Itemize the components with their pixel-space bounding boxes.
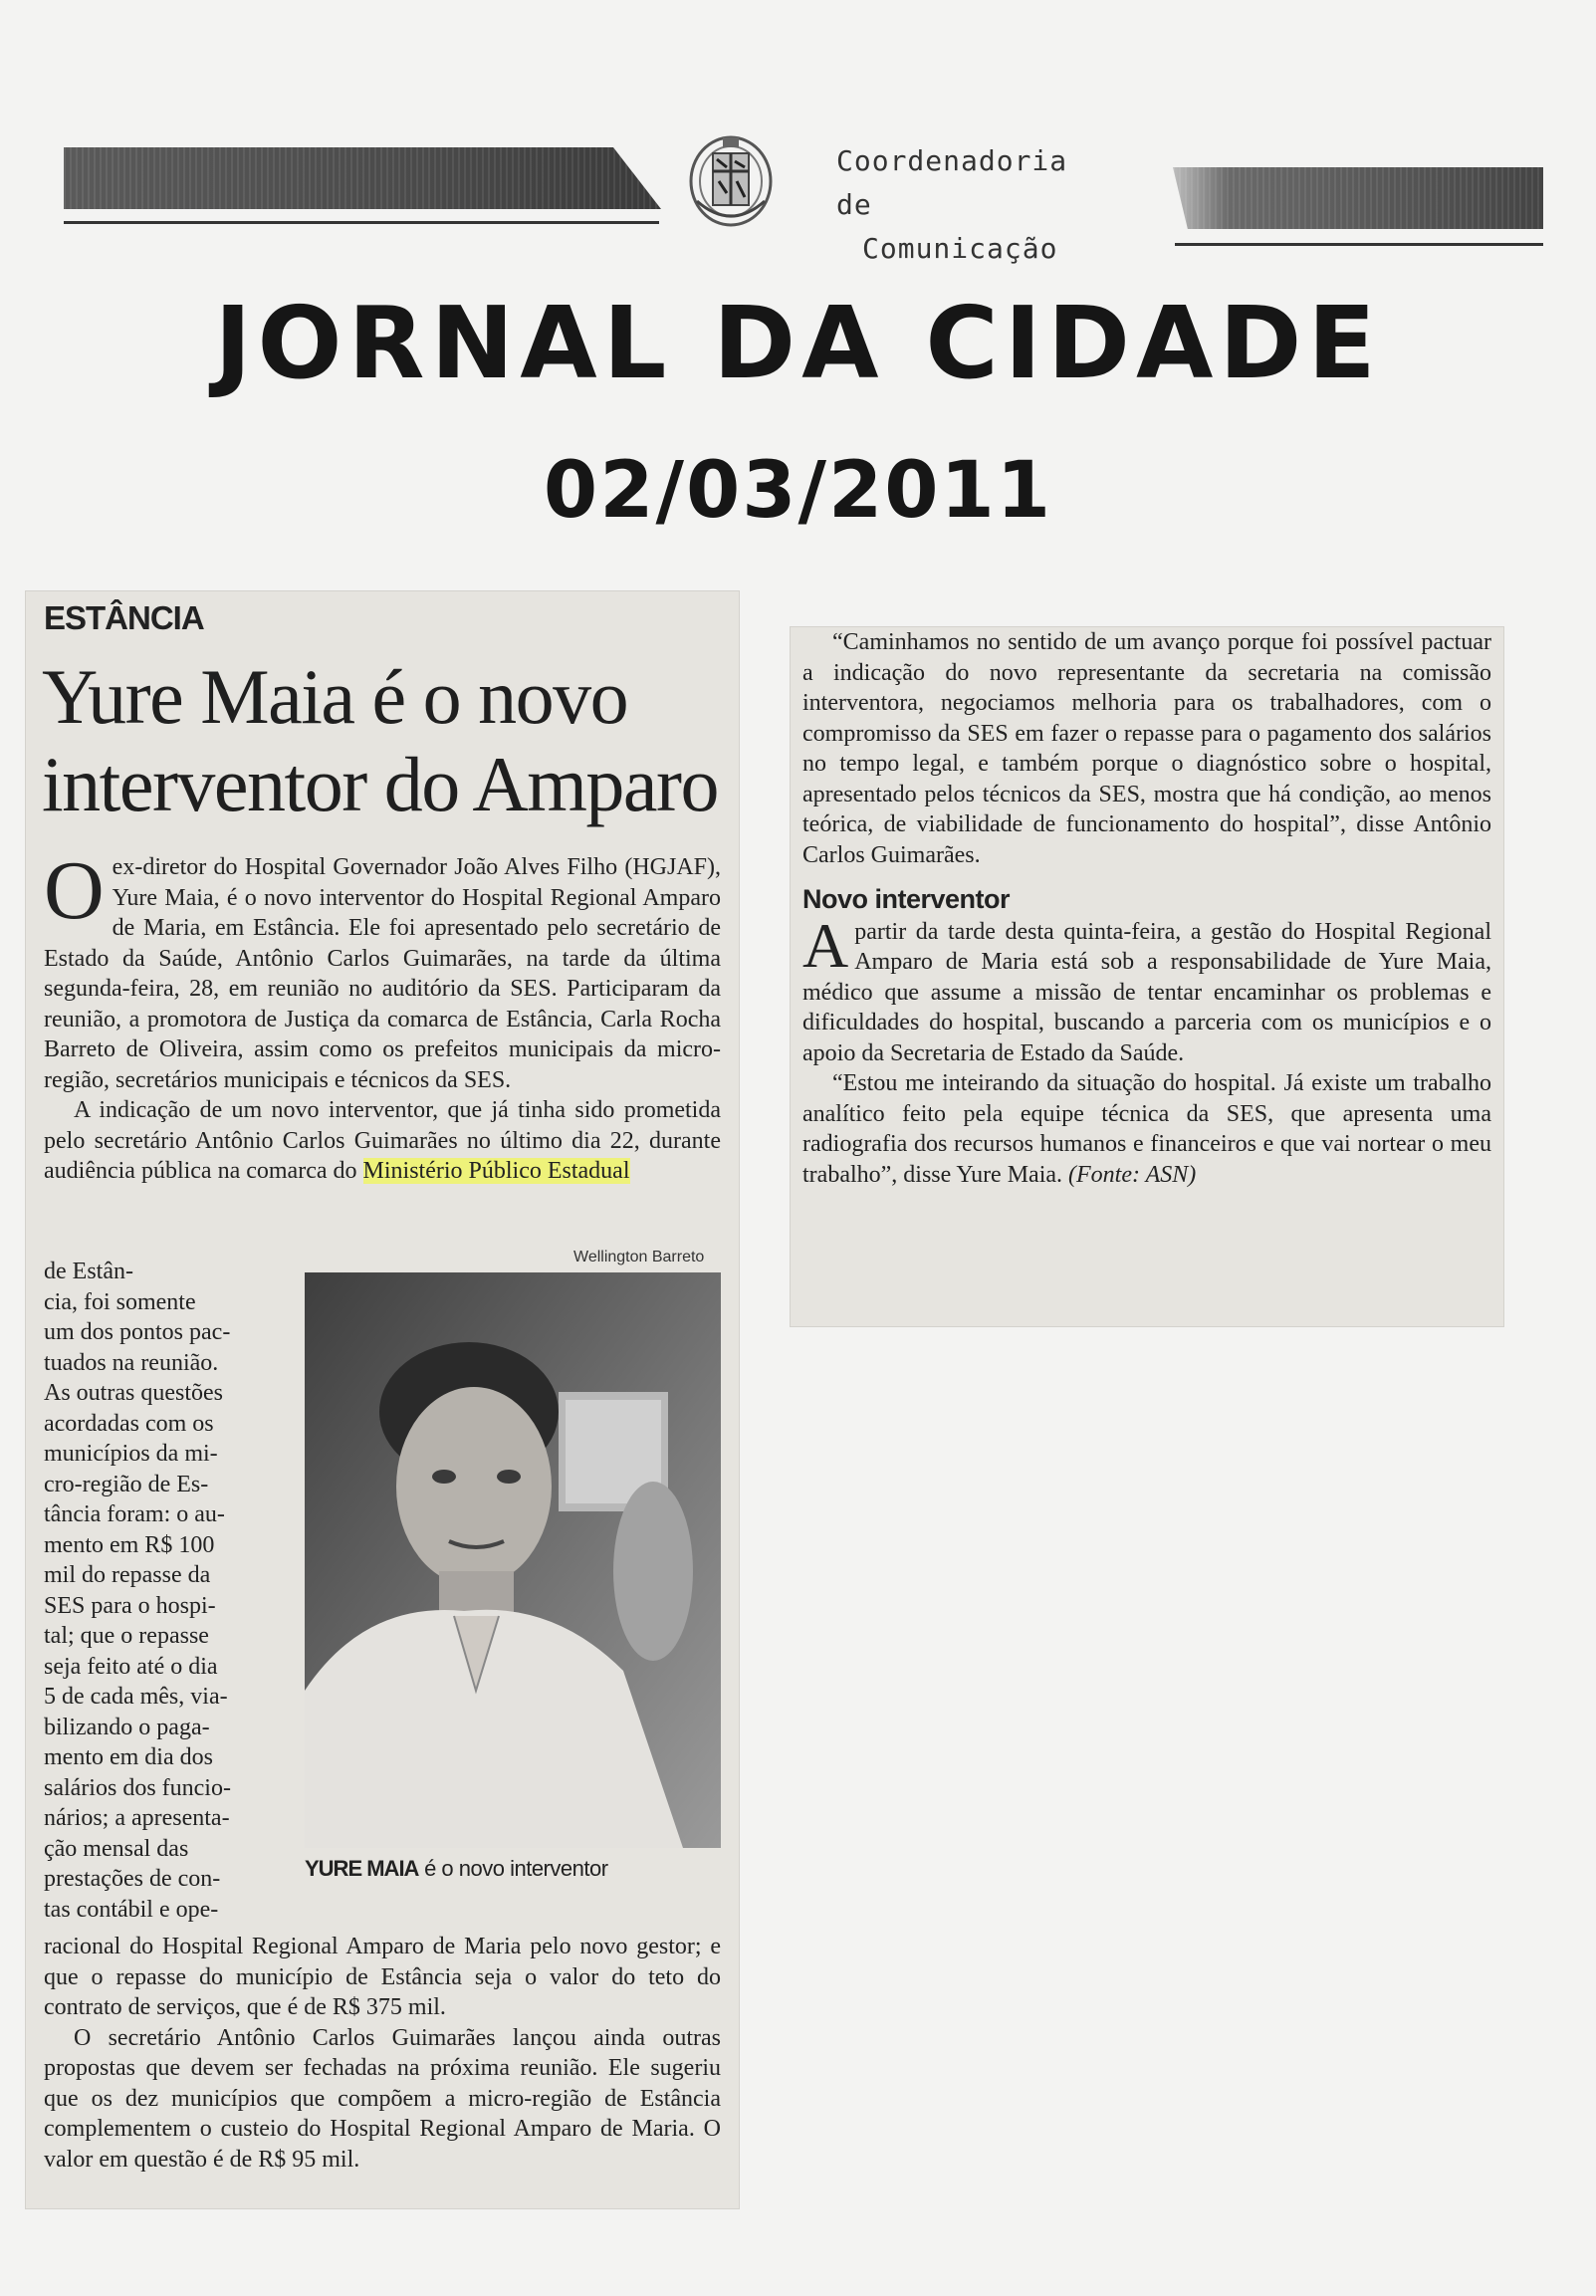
letterhead-text (836, 139, 1115, 271)
section2-quote (802, 1068, 1491, 1190)
section2-quote-text: “Estou me inteirando da situação do hospital. Já existe um trabalho analítico feito pela equipe técnica da SES, que apresenta uma radiografia dos recursos humanos e financeiros e que vai nortear o meu trabalho”, disse Yure Maia. (802, 1070, 1491, 1188)
letterhead-rule-left (64, 221, 659, 224)
newspaper-name: JORNAL DA CIDADE (214, 285, 1382, 401)
lead-text: ex-diretor do Hospital Governador João Alves Filho (HGJAF), Yure Maia, é o novo interventor do Hospital Regional Amparo de Maria, em Estância. Ele foi apresentado pelo secretário de Estado da Saúde, Antônio Carlos Guimarães, na tarde da última segunda-feira, 28, em reunião no auditório da SES. Participaram da reunião, a promotora de Justiça da comarca de Estância, Carla Rocha Barreto de Oliveira, assim como os prefeitos municipais da micro-região, secretários municipais e técnicos da SES. (44, 854, 721, 1093)
section2-paragraph (802, 909, 1491, 1069)
letterhead-bar-right (1173, 167, 1543, 229)
paragraph-2 (44, 1095, 721, 1187)
subhead: Novo interventor (802, 884, 1011, 914)
clipping-left (26, 591, 739, 2208)
tail-block (44, 1932, 721, 2175)
section2-text: partir da tarde desta quinta-feira, a gestão do Hospital Regional Amparo de Maria está sob a responsabilidade de Yure Maia, médico que assume a missão de tentar encaminhar os problemas e dificuldades do hospital, buscando a parceria com os municípios e o apoio da Secretaria de Estado da Saúde. (802, 918, 1491, 1066)
letterhead-rule-right (1175, 243, 1543, 246)
caption-name: YURE MAIA (305, 1856, 419, 1881)
paragraph-2-text: A indicação de um novo interventor, que já tinha sido prometida pelo secretário Antônio Carlos Guimarães no último dia 22, durante audiência pública na comarca do (44, 1097, 721, 1184)
newspaper-date: 02/03/2011 (543, 446, 1053, 536)
highlighted-text: Ministério Público Estadual (362, 1158, 630, 1184)
quote-paragraph: “Caminhamos no sentido de um avanço porque foi possível pactuar a indicação do novo representante da secretaria na comissão interventora, negociamos melhoria para os trabalhadores, com o compromisso da SES em fazer o repasse para o pagamento dos salários no tempo legal, e também porque o diagnóstico sobre o hospital, apresentado pelos técnicos da SES, mostra que há condição, ao menos teórica, de viabilidade de funcionamento do hospital”, disse Antônio Carlos Guimarães. (802, 629, 1491, 868)
drop-cap-2: A (802, 909, 849, 981)
photo-credit: Wellington Barreto (573, 1249, 705, 1265)
paragraph-3: O secretário Antônio Carlos Guimarães lançou ainda outras propostas que devem ser fechadas na próxima reunião. Ele sugeriu que os dez municípios que compõem a micro-região de Estância complementem o custeio do Hospital Regional Amparo de Maria. O valor em questão é de R$ 95 mil. (44, 2024, 721, 2173)
letterhead-line2: Comunicação (862, 232, 1058, 265)
lead-paragraph (44, 844, 721, 1095)
caption-text: é o novo interventor (418, 1856, 608, 1881)
letterhead-bar-left (64, 147, 661, 209)
article-headline: Yure Maia é o novo interventor do Amparo (42, 653, 718, 827)
lead-block (44, 844, 721, 1187)
letterhead-line1: Coordenadoria de (836, 144, 1068, 221)
section-kicker: ESTÂNCIA (44, 599, 204, 636)
tail-paragraph: racional do Hospital Regional Amparo de Maria pelo novo gestor; e que o repasse do município de Estância seja o valor do teto do contrato de serviços, que é de R$ 375 mil. (44, 1934, 721, 2020)
source-note: (Fonte: ASN) (1068, 1161, 1197, 1188)
drop-cap: O (44, 844, 105, 937)
portrait-photo (305, 1272, 721, 1848)
clipping-right (791, 627, 1503, 1326)
right-column (802, 627, 1491, 1190)
photo-caption (305, 1856, 608, 1882)
institution-seal-icon (683, 131, 779, 235)
narrow-text: de Estân- cia, foi somente um dos pontos pac- tuados na reunião. As outras questões acordadas com os municípios da mi- cro-região de Es- tância foram: o au- mento em R$ 100 mil do repasse da SES para o hospi- tal; que o repasse seja feito até o dia 5 de cada mês, via- bilizando o paga- mento em dia dos salários dos funcio- nários; a apresenta- ção mensal das prestações de con- tas contábil e ope- (44, 1259, 231, 1923)
narrow-column (44, 1257, 299, 1925)
